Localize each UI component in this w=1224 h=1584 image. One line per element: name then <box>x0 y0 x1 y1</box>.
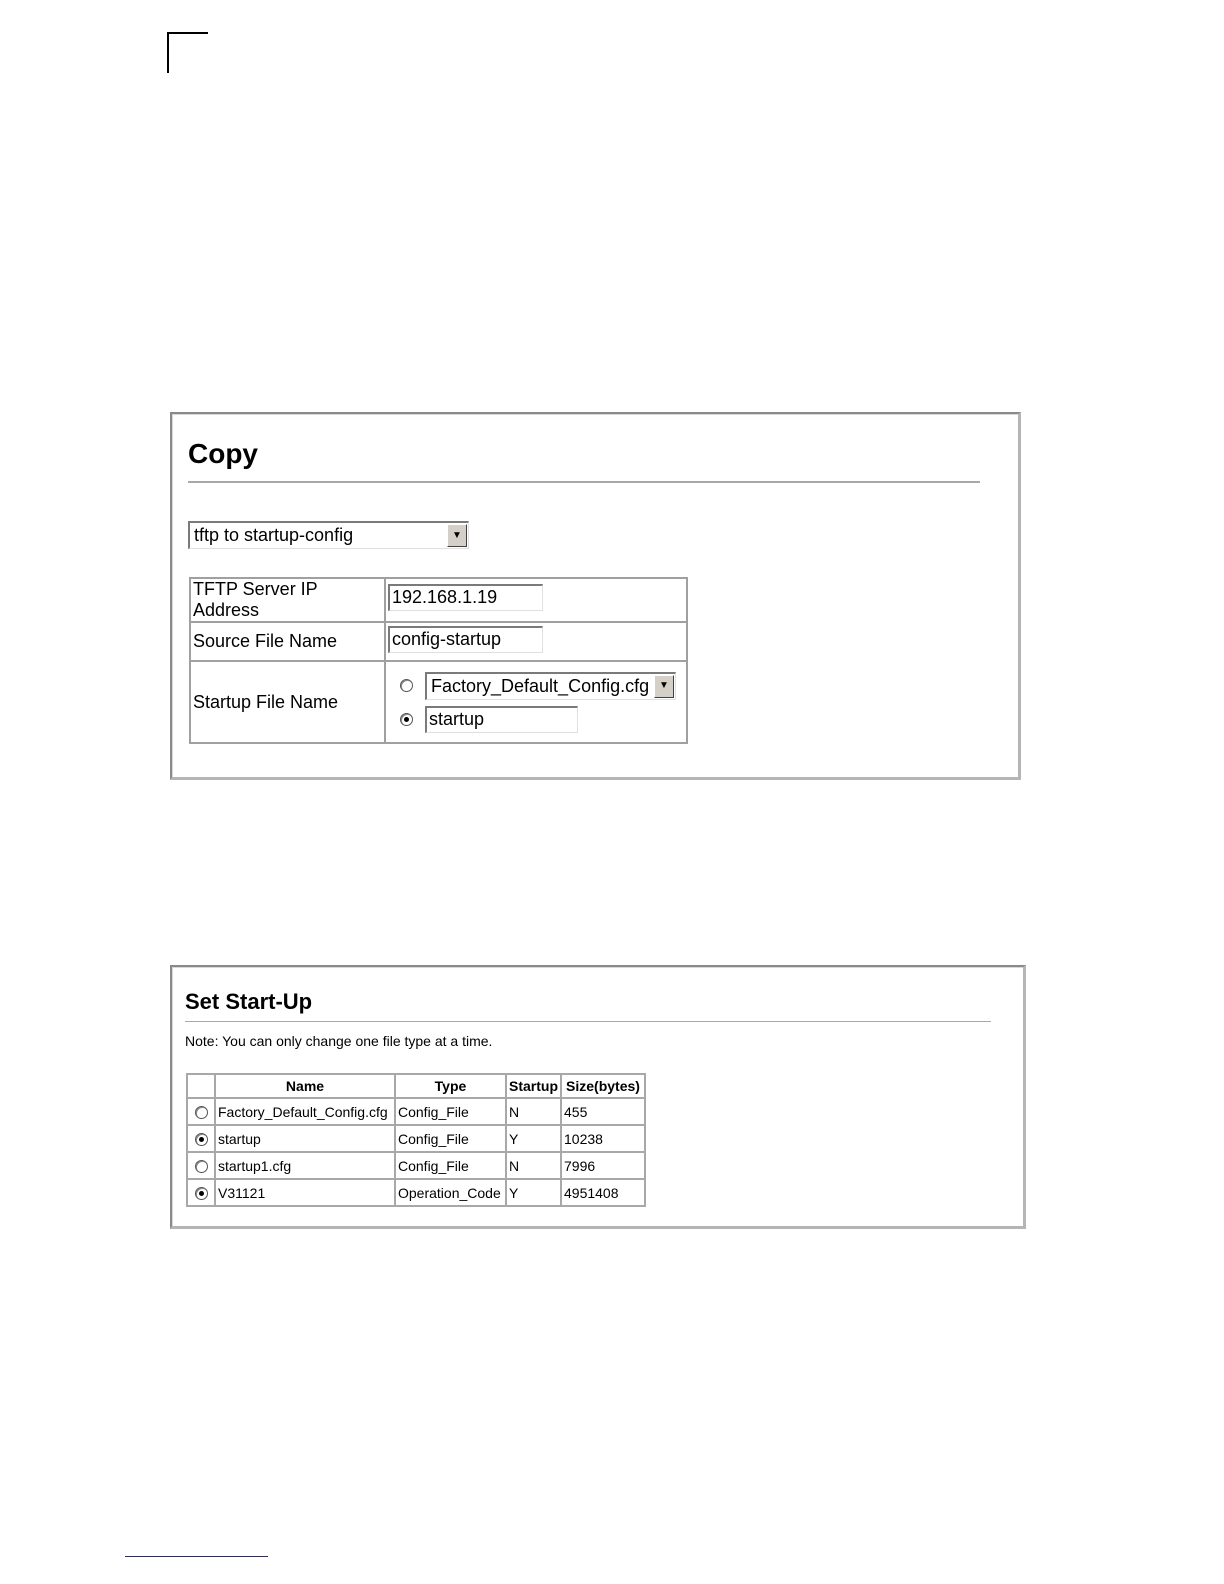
startup-file-input[interactable]: startup <box>425 706 578 733</box>
file-type: Config_File <box>395 1098 506 1125</box>
set-startup-title: Set Start-Up <box>185 989 313 1014</box>
file-type: Operation_Code <box>395 1179 506 1206</box>
table-row <box>187 1152 645 1179</box>
table-row <box>187 1125 645 1152</box>
startup-file-select-value: Factory_Default_Config.cfg <box>431 675 650 696</box>
row-select-radio[interactable] <box>195 1187 208 1200</box>
corner-crop-mark <box>167 32 208 73</box>
copy-form-table <box>189 577 688 744</box>
copy-panel <box>170 412 1021 780</box>
column-header-type: Type <box>395 1074 506 1098</box>
file-name: startup <box>215 1125 395 1152</box>
column-header-startup: Startup <box>506 1074 561 1098</box>
tftp-server-input[interactable]: 192.168.1.19 <box>388 584 543 611</box>
tftp-server-label: TFTP Server IP Address <box>190 578 385 622</box>
table-row <box>187 1179 645 1206</box>
file-startup: N <box>506 1098 561 1125</box>
file-startup: Y <box>506 1179 561 1206</box>
column-header-name: Name <box>215 1074 395 1098</box>
column-header-size: Size(bytes) <box>561 1074 645 1098</box>
file-size: 10238 <box>561 1125 645 1152</box>
copy-operation-value: tftp to startup-config <box>194 525 354 545</box>
title-divider <box>188 481 980 483</box>
file-type: Config_File <box>395 1152 506 1179</box>
file-size: 4951408 <box>561 1179 645 1206</box>
select-column-header <box>187 1074 215 1098</box>
file-size: 455 <box>561 1098 645 1125</box>
row-select-radio[interactable] <box>195 1133 208 1146</box>
startup-file-select-radio[interactable] <box>400 679 413 692</box>
startup-file-text-radio[interactable] <box>400 713 413 726</box>
set-startup-panel <box>170 965 1026 1229</box>
file-name: Factory_Default_Config.cfg <box>215 1098 395 1125</box>
startup-file-label: Startup File Name <box>190 661 385 743</box>
file-type: Config_File <box>395 1125 506 1152</box>
page-title: Copy <box>188 438 258 469</box>
title-divider <box>185 1021 991 1022</box>
footer-rule <box>125 1556 268 1557</box>
file-startup: N <box>506 1152 561 1179</box>
file-size: 7996 <box>561 1152 645 1179</box>
chevron-down-icon[interactable]: ▼ <box>654 675 674 698</box>
file-name: startup1.cfg <box>215 1152 395 1179</box>
file-startup: Y <box>506 1125 561 1152</box>
source-file-input[interactable]: config-startup <box>388 626 543 653</box>
note-text: Note: You can only change one file type at a time. <box>185 1033 493 1049</box>
row-select-radio[interactable] <box>195 1160 208 1173</box>
file-name: V31121 <box>215 1179 395 1206</box>
files-table <box>186 1073 646 1207</box>
source-file-label: Source File Name <box>190 622 385 661</box>
copy-operation-select[interactable] <box>188 521 469 549</box>
row-select-radio[interactable] <box>195 1106 208 1119</box>
table-row <box>187 1098 645 1125</box>
chevron-down-icon[interactable]: ▼ <box>447 524 467 547</box>
startup-file-select[interactable] <box>425 672 676 700</box>
